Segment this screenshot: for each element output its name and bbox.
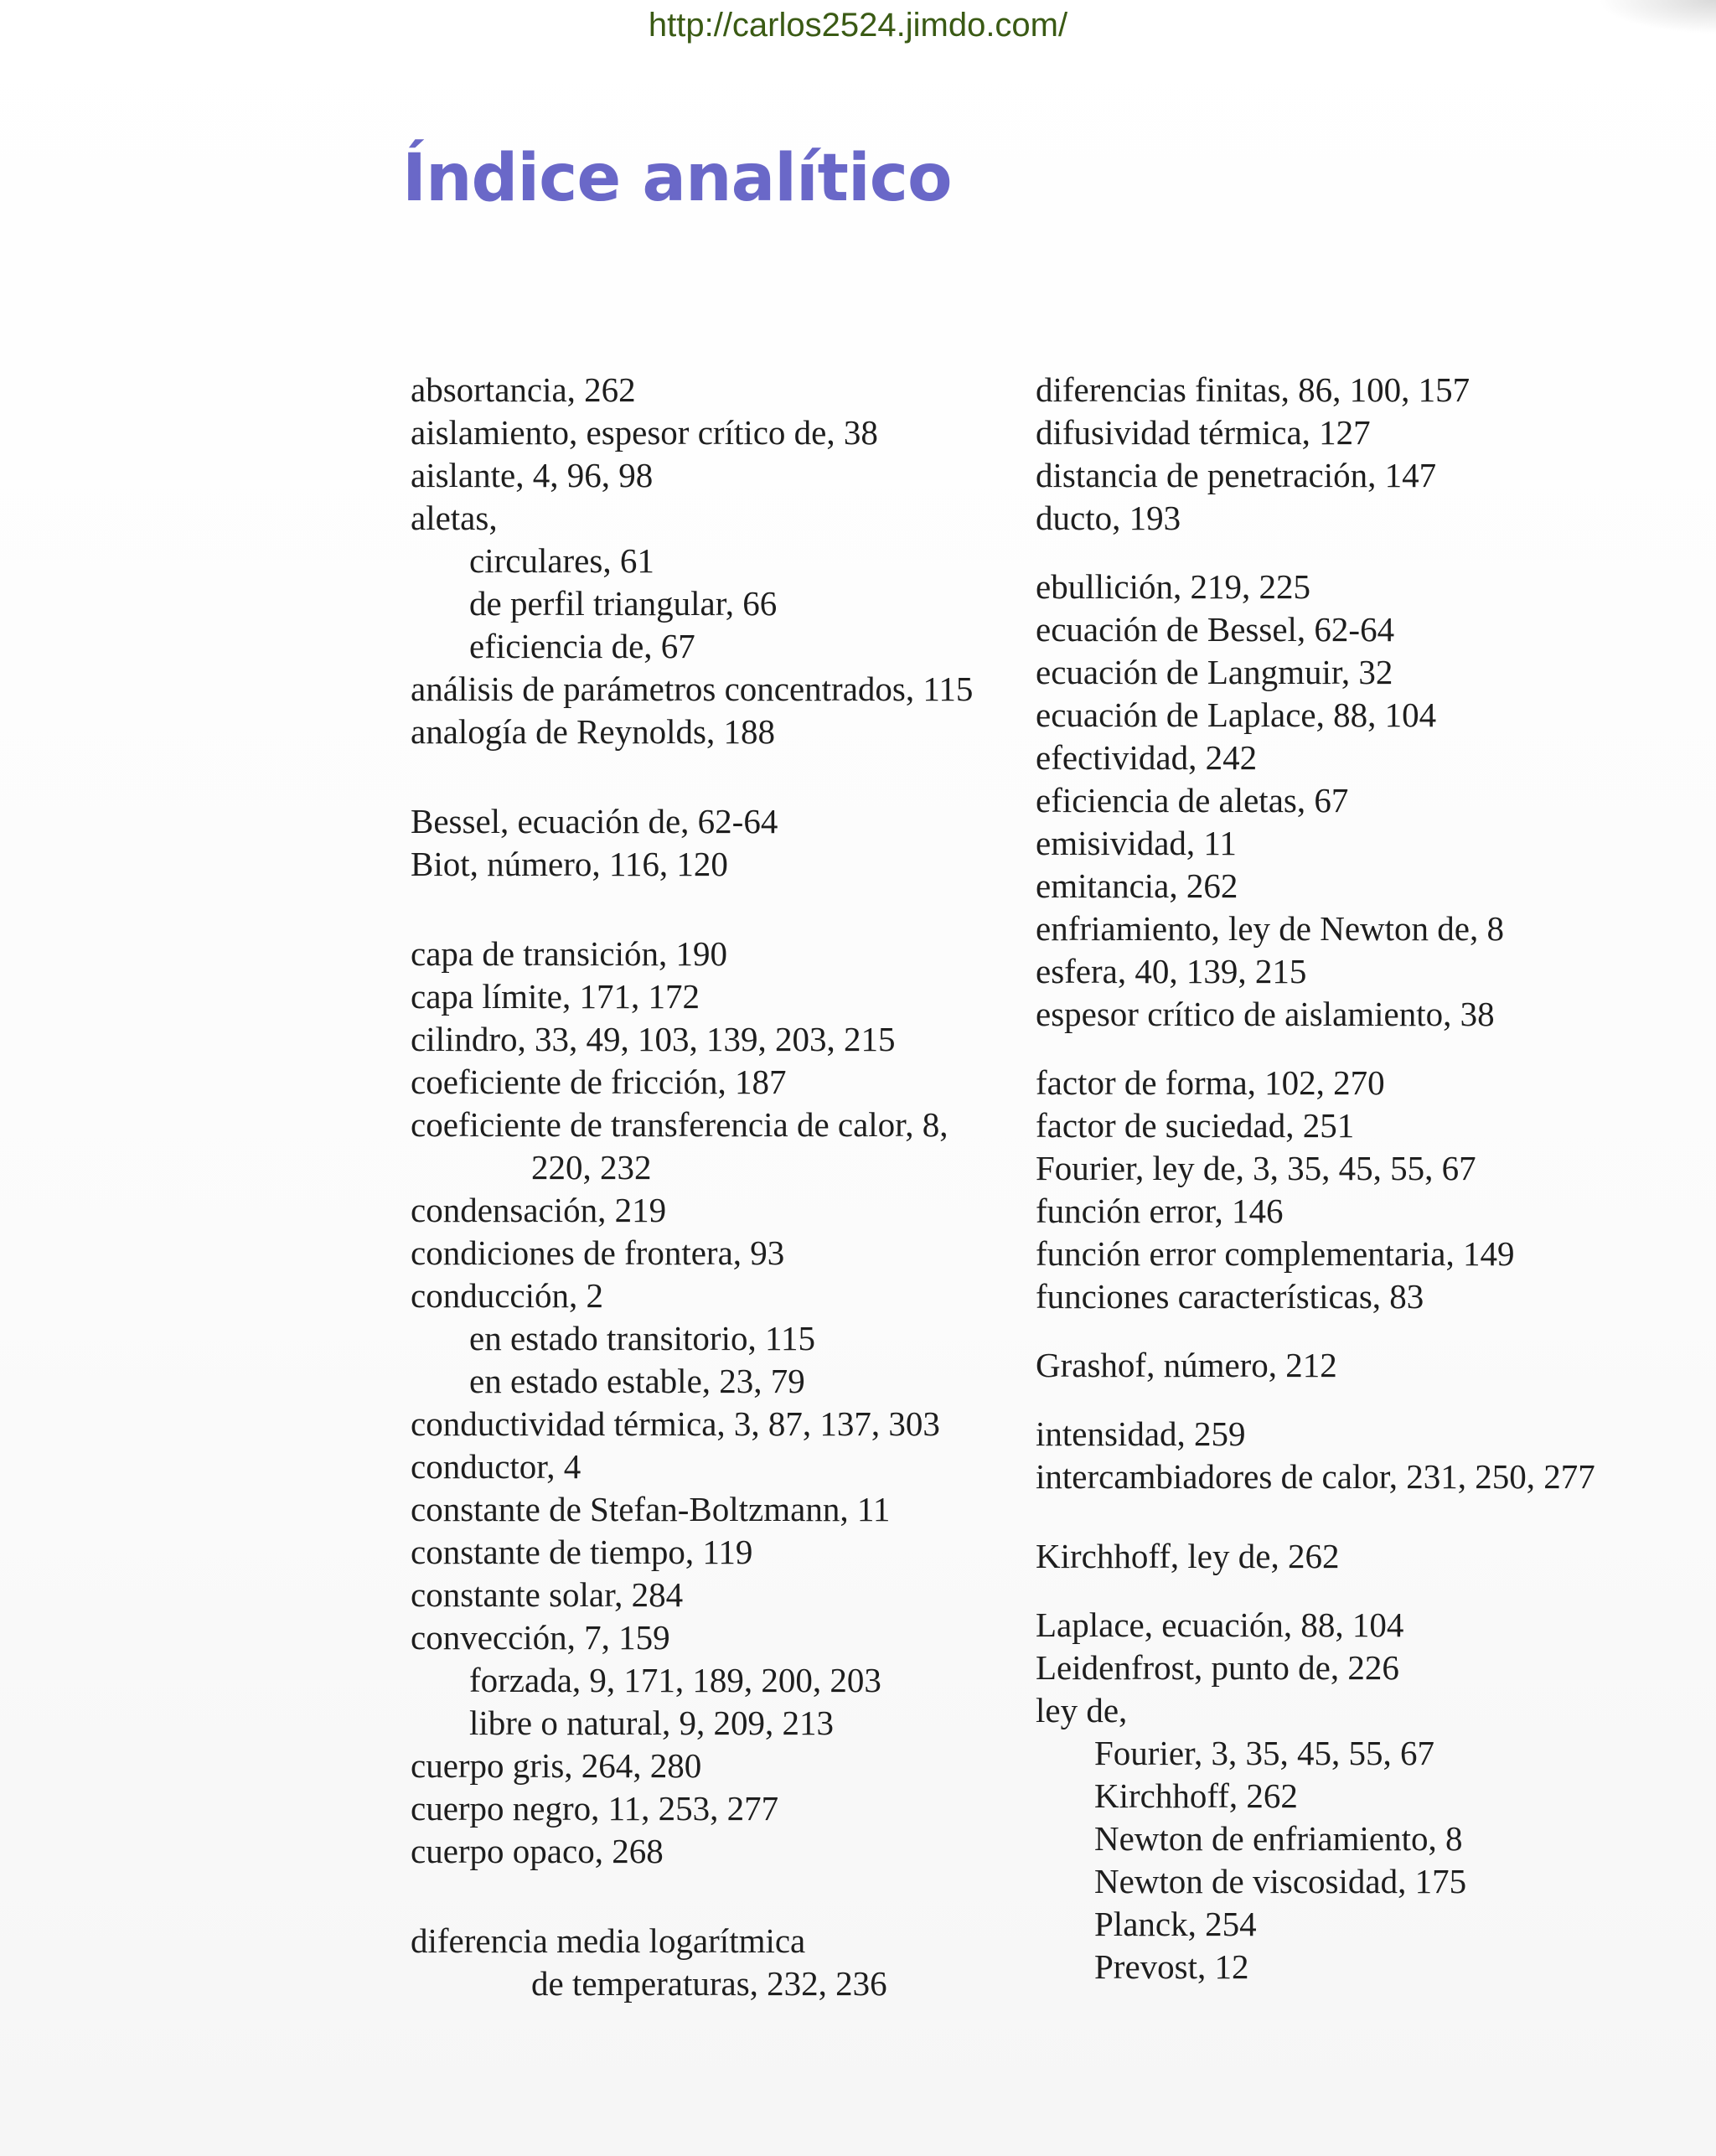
index-subentry: Kirchhoff, 262: [1094, 1776, 1298, 1815]
index-entry: conductividad térmica, 3, 87, 137, 303: [411, 1404, 940, 1443]
index-subentry: en estado transitorio, 115: [469, 1319, 815, 1357]
index-entry: ecuación de Bessel, 62-64: [1036, 610, 1395, 649]
index-entry: intensidad, 259: [1036, 1414, 1246, 1453]
page-title: Índice analítico: [402, 141, 952, 216]
index-entry: espesor crítico de aislamiento, 38: [1036, 995, 1495, 1033]
index-entry: distancia de penetración, 147: [1036, 456, 1437, 494]
index-subentry: de perfil triangular, 66: [469, 584, 778, 623]
index-entry: intercambiadores de calor, 231, 250, 277: [1036, 1457, 1595, 1496]
index-entry: Laplace, ecuación, 88, 104: [1036, 1605, 1404, 1644]
index-entry: coeficiente de fricción, 187: [411, 1062, 787, 1101]
index-column-right: [1036, 369, 1706, 1988]
index-entry-continuation: 220, 232: [531, 1148, 652, 1187]
index-entry: difusividad térmica, 127: [1036, 413, 1371, 452]
index-entry: cilindro, 33, 49, 103, 139, 203, 215: [411, 1020, 896, 1058]
index-entry: emisividad, 11: [1036, 824, 1237, 862]
index-entry: diferencias finitas, 86, 100, 157: [1036, 370, 1470, 409]
index-entry: constante de Stefan-Boltzmann, 11: [411, 1490, 891, 1528]
index-entry: Kirchhoff, ley de, 262: [1036, 1537, 1340, 1575]
index-subentry: Fourier, 3, 35, 45, 55, 67: [1094, 1734, 1435, 1772]
index-entry: factor de forma, 102, 270: [1036, 1063, 1385, 1102]
index-entry: ley de,: [1036, 1691, 1128, 1729]
index-entry: Biot, número, 116, 120: [411, 845, 728, 883]
index-subentry: circulares, 61: [469, 541, 654, 580]
index-entry: función error complementaria, 149: [1036, 1234, 1515, 1273]
index-entry: constante de tiempo, 119: [411, 1533, 753, 1571]
index-entry: aletas,: [411, 499, 498, 537]
index-entry: absortancia, 262: [411, 370, 636, 409]
index-entry: diferencia media logarítmica: [411, 1921, 806, 1960]
index-subentry: Newton de viscosidad, 175: [1094, 1862, 1467, 1900]
index-entry: capa límite, 171, 172: [411, 977, 700, 1016]
index-entry: ducto, 193: [1036, 499, 1181, 537]
index-entry: eficiencia de aletas, 67: [1036, 781, 1349, 819]
index-entry: conducción, 2: [411, 1276, 603, 1315]
index-entry: emitancia, 262: [1036, 866, 1238, 905]
index-entry: cuerpo negro, 11, 253, 277: [411, 1789, 779, 1828]
index-entry: funciones características, 83: [1036, 1277, 1424, 1316]
index-entry: ecuación de Laplace, 88, 104: [1036, 695, 1437, 734]
index-entry: aislamiento, espesor crítico de, 38: [411, 413, 878, 452]
index-entry: función error, 146: [1036, 1192, 1284, 1230]
index-entry: conductor, 4: [411, 1447, 581, 1486]
index-entry: cuerpo gris, 264, 280: [411, 1746, 702, 1785]
index-entry: cuerpo opaco, 268: [411, 1832, 664, 1870]
index-entry: convección, 7, 159: [411, 1618, 670, 1657]
index-subentry: en estado estable, 23, 79: [469, 1362, 805, 1400]
index-entry: Grashof, número, 212: [1036, 1346, 1337, 1384]
index-entry: ecuación de Langmuir, 32: [1036, 653, 1393, 691]
index-subentry: Prevost, 12: [1094, 1947, 1249, 1986]
index-subentry: libre o natural, 9, 209, 213: [469, 1704, 834, 1742]
index-entry: Leidenfrost, punto de, 226: [1036, 1648, 1399, 1687]
index-entry: condensación, 219: [411, 1191, 667, 1229]
index-entry: Bessel, ecuación de, 62-64: [411, 802, 778, 840]
index-entry: ebullición, 219, 225: [1036, 567, 1310, 606]
index-subentry: Newton de enfriamiento, 8: [1094, 1819, 1463, 1858]
index-entry: aislante, 4, 96, 98: [411, 456, 654, 494]
index-entry: coeficiente de transferencia de calor, 8,: [411, 1105, 948, 1144]
index-entry: constante solar, 284: [411, 1575, 684, 1614]
index-entry-continuation: de temperaturas, 232, 236: [531, 1964, 887, 2003]
index-subentry: eficiencia de, 67: [469, 627, 695, 665]
index-entry: análisis de parámetros concentrados, 115: [411, 670, 974, 708]
index-entry: efectividad, 242: [1036, 738, 1258, 777]
source-url-link[interactable]: http://carlos2524.jimdo.com/: [648, 7, 1068, 44]
index-entry: esfera, 40, 139, 215: [1036, 952, 1307, 990]
index-entry: condiciones de frontera, 93: [411, 1233, 785, 1272]
index-subentry: Planck, 254: [1094, 1905, 1257, 1943]
index-subentry: forzada, 9, 171, 189, 200, 203: [469, 1661, 881, 1699]
index-column-left: [411, 369, 1014, 2005]
index-entry: Fourier, ley de, 3, 35, 45, 55, 67: [1036, 1149, 1476, 1187]
index-entry: enfriamiento, ley de Newton de, 8: [1036, 909, 1505, 948]
index-entry: capa de transición, 190: [411, 934, 727, 973]
index-entry: factor de suciedad, 251: [1036, 1106, 1355, 1145]
index-entry: analogía de Reynolds, 188: [411, 712, 775, 751]
